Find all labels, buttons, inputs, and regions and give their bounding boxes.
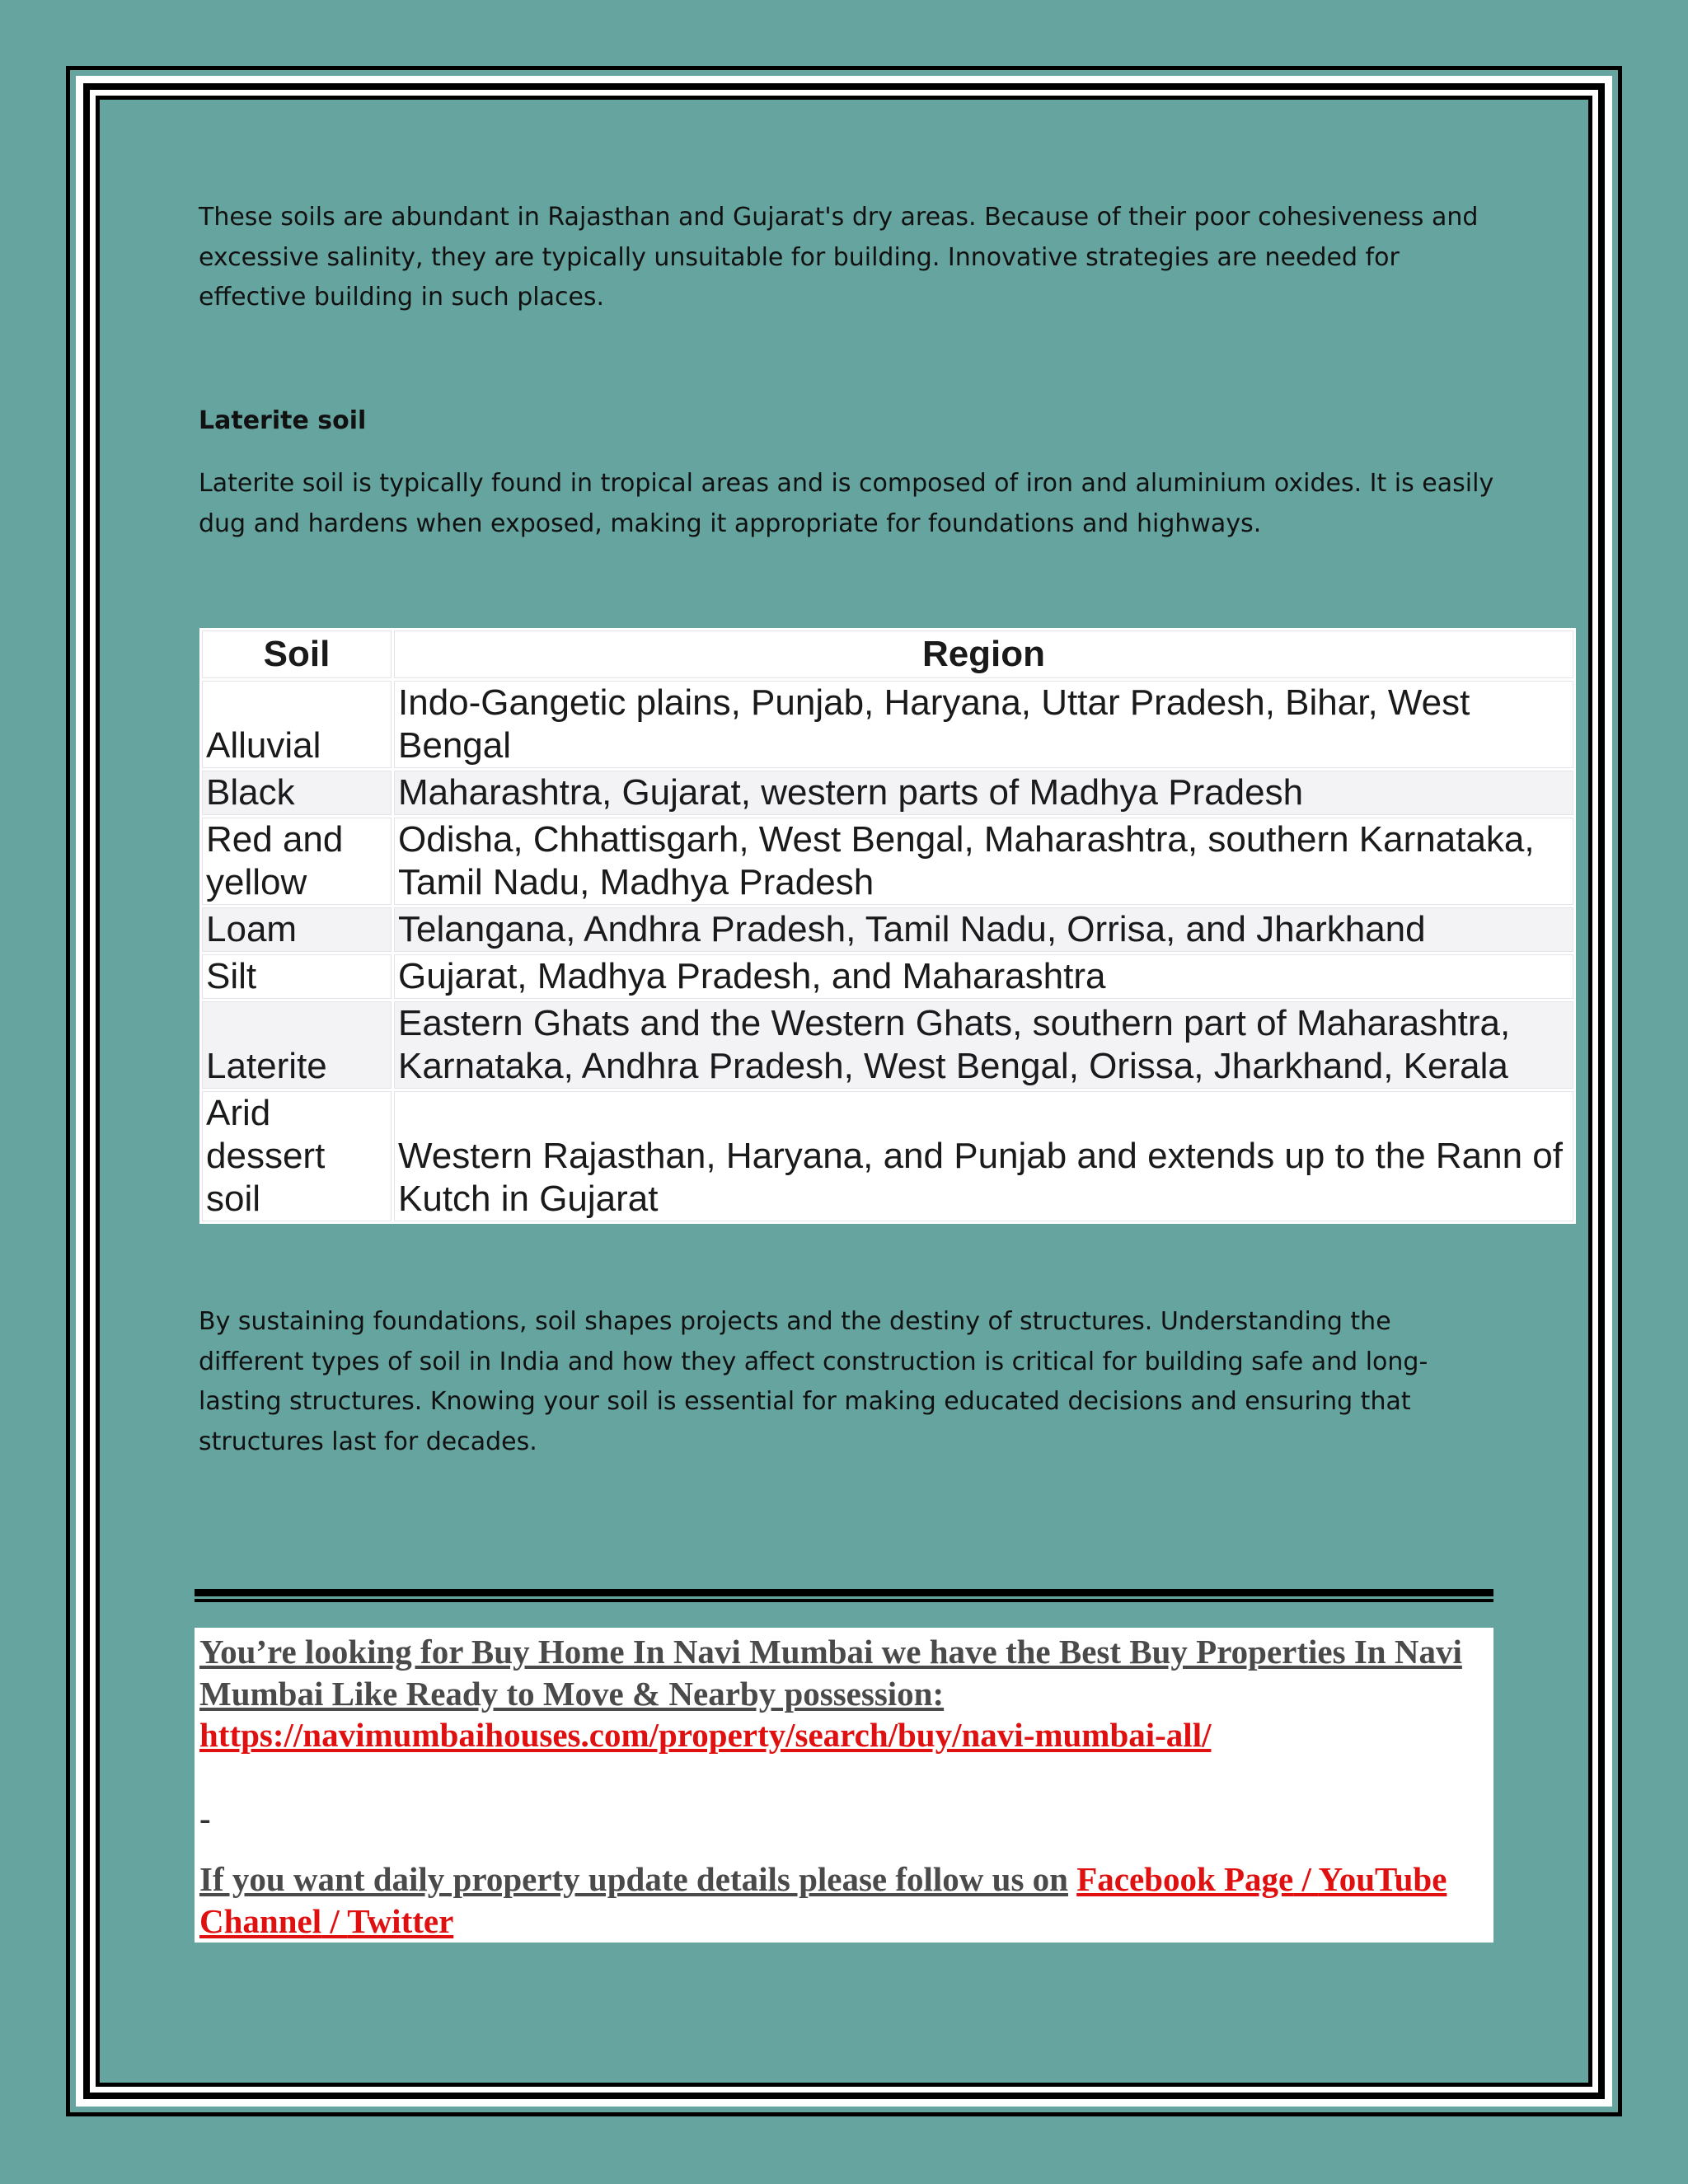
soil-cell: Arid dessert soil bbox=[202, 1091, 392, 1221]
property-search-link[interactable]: https://navimumbaihouses.com/property/search/buy/navi-mumbai-all/ bbox=[199, 1716, 1212, 1754]
promo-buy-line bbox=[199, 1631, 1489, 1756]
table-row bbox=[202, 954, 1573, 999]
table-header-row bbox=[202, 630, 1573, 678]
conclusion-paragraph: By sustaining foundations, soil shapes projects and the destiny of structures. Understanding the different types of soil in India and how they affect construction is critical for building safe and long-lasting structures. Knowing your soil is essential for making educated decisions and ensuring that structures last for decades. bbox=[199, 1307, 1428, 1456]
region-cell: Gujarat, Madhya Pradesh, and Maharashtra bbox=[394, 954, 1573, 999]
table-row bbox=[202, 907, 1573, 952]
promo-box bbox=[195, 1628, 1493, 1943]
table-row bbox=[202, 1091, 1573, 1221]
arid-soil-paragraph: These soils are abundant in Rajasthan and Gujarat's dry areas. Because of their poor cohesiveness and excessive salinity, they are typically unsuitable for building. Innovative strategies are needed for effective building in such places. bbox=[199, 203, 1479, 312]
region-cell: Odisha, Chhattisgarh, West Bengal, Maharashtra, southern Karnataka, Tamil Nadu, Madhya Pradesh bbox=[394, 818, 1573, 905]
promo-spacer-2 bbox=[199, 1839, 1489, 1858]
soil-cell: Alluvial bbox=[202, 681, 392, 768]
soil-cell: Loam bbox=[202, 907, 392, 952]
region-cell: Maharashtra, Gujarat, western parts of Madhya Pradesh bbox=[394, 771, 1573, 815]
laterite-paragraph: Laterite soil is typically found in tropical areas and is composed of iron and aluminium oxides. It is easily dug and hardens when exposed, making it appropriate for foundations and highways. bbox=[199, 469, 1494, 538]
divider-thick bbox=[195, 1589, 1493, 1596]
region-cell: Eastern Ghats and the Western Ghats, southern part of Maharashtra, Karnataka, Andhra Pradesh, West Bengal, Orissa, Jharkhand, Kerala bbox=[394, 1001, 1573, 1089]
soil-cell: Laterite bbox=[202, 1001, 392, 1089]
table-row bbox=[202, 818, 1573, 905]
table-row bbox=[202, 1001, 1573, 1089]
region-cell: Western Rajasthan, Haryana, and Punjab and extends up to the Rann of Kutch in Gujarat bbox=[394, 1091, 1573, 1221]
promo-follow-line bbox=[199, 1858, 1489, 1942]
region-cell: Indo-Gangetic plains, Punjab, Haryana, Uttar Pradesh, Bihar, West Bengal bbox=[394, 681, 1573, 768]
separator: / bbox=[321, 1901, 348, 1940]
region-cell: Telangana, Andhra Pradesh, Tamil Nadu, Orrisa, and Jharkhand bbox=[394, 907, 1573, 952]
soil-cell: Black bbox=[202, 771, 392, 815]
header-region: Region bbox=[394, 630, 1573, 678]
promo-follow-text: If you want daily property update details please follow us on bbox=[199, 1860, 1068, 1898]
divider-thin bbox=[195, 1599, 1493, 1602]
soil-region-table bbox=[199, 628, 1576, 1224]
laterite-heading: Laterite soil bbox=[199, 406, 367, 435]
promo-spacer bbox=[199, 1756, 1489, 1797]
header-soil: Soil bbox=[202, 630, 392, 678]
facebook-link[interactable]: Facebook Page bbox=[1076, 1860, 1294, 1898]
separator: / bbox=[1293, 1860, 1319, 1898]
twitter-link[interactable]: Twitter bbox=[347, 1901, 454, 1940]
youtube-link[interactable]: YouTube Channel bbox=[199, 1860, 1447, 1940]
promo-dash: - bbox=[199, 1798, 211, 1837]
promo-buy-text: You’re looking for Buy Home In Navi Mumbai we have the Best Buy Properties In Navi Mumbai Like Ready to Move & Nearby possession: bbox=[199, 1633, 1462, 1713]
table-row bbox=[202, 771, 1573, 815]
soil-cell: Red and yellow bbox=[202, 818, 392, 905]
soil-cell: Silt bbox=[202, 954, 392, 999]
table-row bbox=[202, 681, 1573, 768]
